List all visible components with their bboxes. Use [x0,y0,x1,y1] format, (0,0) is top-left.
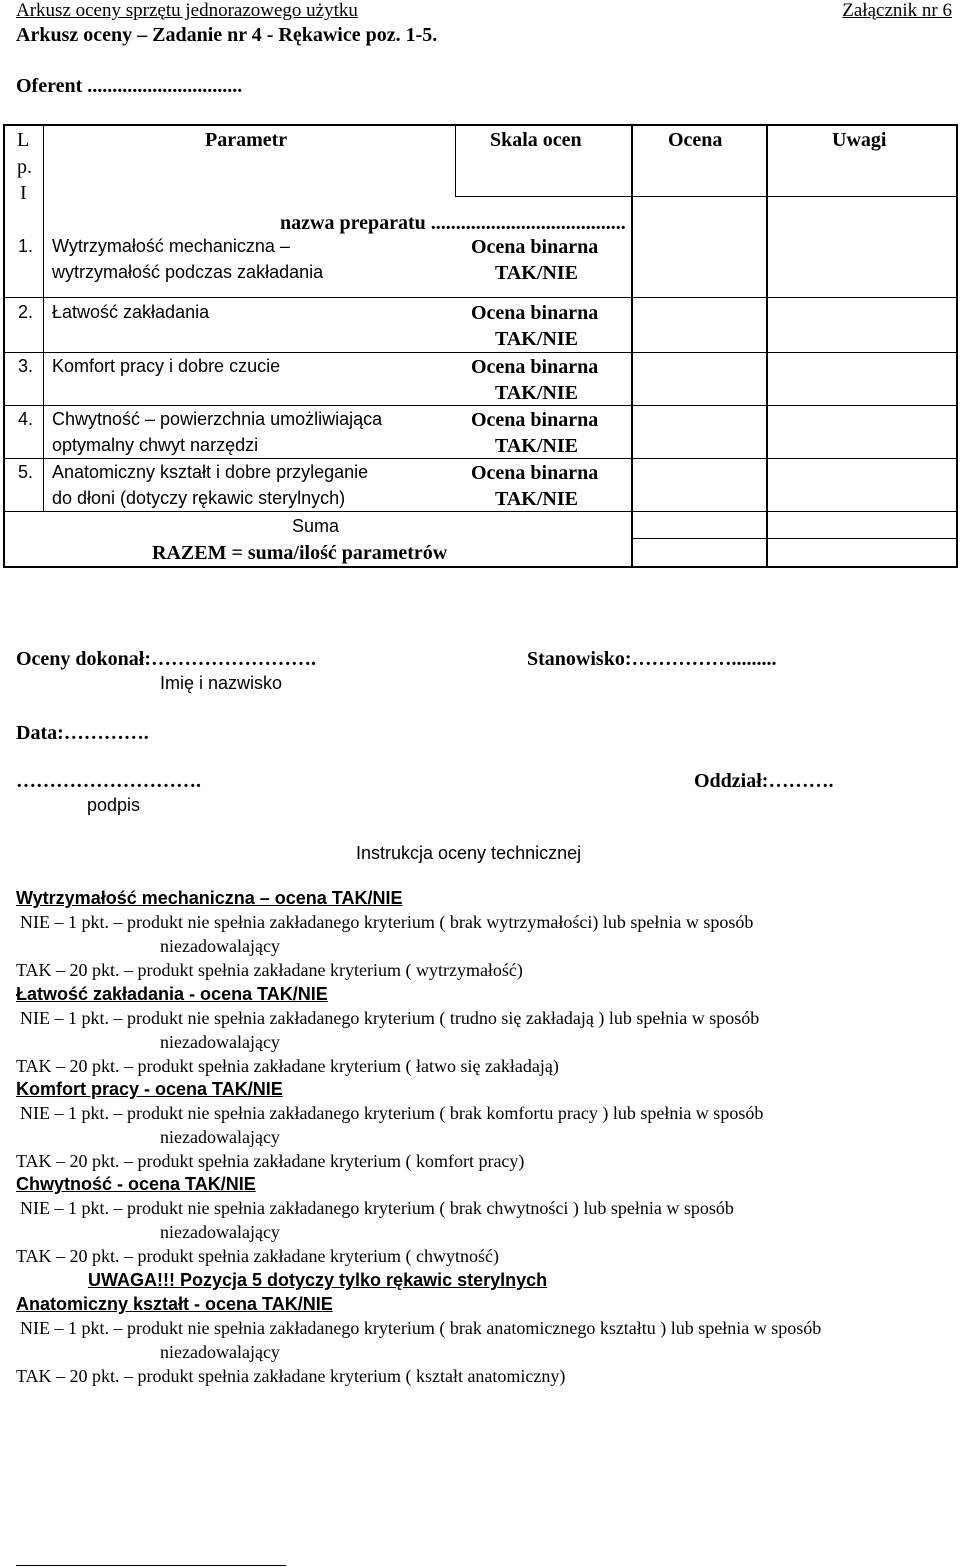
row-scale-line1: Ocena binarna [471,236,599,258]
criterion-tak: TAK – 20 pkt. – produkt spełnia zakładane kryterium ( wytrzymałość) [16,960,523,980]
row-param-line1: Anatomiczny kształt i dobre przyleganie [52,462,369,482]
criterion-title: Komfort pracy - ocena TAK/NIE [16,1079,283,1099]
row-param-line1: Łatwość zakładania [52,302,210,322]
sheet-title: Arkusz oceny – Zadanie nr 4 - Rękawice poz. 1-5. [16,24,438,46]
criterion-nie-cont: niezadowalający [160,1342,280,1362]
row-scale-line1: Ocena binarna [471,302,599,324]
sum-label: Suma [292,516,340,536]
row-param-line2: do dłoni (dotyczy rękawic sterylnych) [52,488,346,508]
signature-caption: podpis [87,795,141,815]
criterion-nie: NIE – 1 pkt. – produkt nie spełnia zakładanego kryterium ( trudno się zakładają ) lub spełnia w sposób [20,1008,760,1028]
criterion-nie: NIE – 1 pkt. – produkt nie spełnia zakładanego kryterium ( brak wytrzymałości) lub spełnia w sposób [20,912,754,932]
product-name-field: nazwa preparatu ....................................... [280,212,626,234]
row-scale-line2: TAK/NIE [495,382,578,404]
row-number: 3. [18,356,34,376]
signature-line: ………………………. [16,770,201,792]
criterion-nie: NIE – 1 pkt. – produkt nie spełnia zakładanego kryterium ( brak komfortu pracy ) lub spełnia w sposób [20,1103,764,1123]
name-caption: Imię i nazwisko [160,673,283,693]
criterion-tak: TAK – 20 pkt. – produkt spełnia zakładane kryterium ( komfort pracy) [16,1151,525,1171]
criterion-tak: TAK – 20 pkt. – produkt spełnia zakładane kryterium ( chwytność) [16,1246,499,1266]
scale-header: Skala ocen [490,129,582,151]
criterion-nie-cont: niezadowalający [160,1127,280,1147]
warning-note: UWAGA!!! Pozycja 5 dotyczy tylko rękawic sterylnych [88,1270,548,1290]
criterion-tak: TAK – 20 pkt. – produkt spełnia zakładane kryterium ( kształt anatomiczny) [16,1366,566,1386]
criterion-nie: NIE – 1 pkt. – produkt nie spełnia zakładanego kryterium ( brak anatomicznego kształtu ) lub spełnia w sposób [20,1318,822,1338]
row-number: 4. [18,409,34,429]
notes-header: Uwagi [832,129,887,151]
row-scale-line1: Ocena binarna [471,356,599,378]
row-param-line1: Chwytność – powierzchnia umożliwiająca [52,409,383,429]
instructions-heading: Instrukcja oceny technicznej [356,843,582,863]
criterion-title: Chwytność - ocena TAK/NIE [16,1174,256,1194]
criterion-nie: NIE – 1 pkt. – produkt nie spełnia zakładanego kryterium ( brak chwytności ) lub spełnia w sposób [20,1198,734,1218]
oceny-dokonal-field: Oceny dokonał:……………………. [16,648,317,670]
criterion-nie-cont: niezadowalający [160,936,280,956]
criterion-title: Wytrzymałość mechaniczna – ocena TAK/NIE [16,888,403,908]
row-param-line1: Wytrzymałość mechaniczna – [52,236,290,256]
row-scale-line2: TAK/NIE [495,328,578,350]
row-number: 2. [18,302,34,322]
param-header: Parametr [205,129,288,151]
row-param-line1: Komfort pracy i dobre czucie [52,356,281,376]
row-number: 5. [18,462,34,482]
row-scale-line2: TAK/NIE [495,435,578,457]
lp-header-3: I [20,182,27,204]
position-field: Stanowisko:……………......... [527,648,777,670]
oferent-field: Oferent ............................... [16,75,243,97]
row-scale-line1: Ocena binarna [471,462,599,484]
row-param-line2: wytrzymałość podczas zakładania [52,262,324,282]
row-scale-line2: TAK/NIE [495,488,578,510]
footer-rule [16,1565,286,1566]
row-param-line2: optymalny chwyt narzędzi [52,435,259,455]
date-field: Data:…………. [16,722,149,744]
lp-header-2: p. [17,156,32,178]
row-number: 1. [18,236,34,256]
row-scale-line1: Ocena binarna [471,409,599,431]
department-field: Oddział:………. [694,770,834,792]
criterion-nie-cont: niezadowalający [160,1032,280,1052]
criterion-nie-cont: niezadowalający [160,1222,280,1242]
lp-header-1: L [17,129,30,151]
score-header: Ocena [668,129,723,151]
criterion-tak: TAK – 20 pkt. – produkt spełnia zakładane kryterium ( łatwo się zakładają) [16,1056,559,1076]
row-scale-line2: TAK/NIE [495,262,578,284]
criterion-title: Łatwość zakładania - ocena TAK/NIE [16,984,328,1004]
document-header-left: Arkusz oceny sprzętu jednorazowego użytku [16,0,358,21]
attachment-label: Załącznik nr 6 [842,0,952,21]
criterion-title: Anatomiczny kształt - ocena TAK/NIE [16,1294,333,1314]
total-label: RAZEM = suma/ilość parametrów [152,542,448,564]
